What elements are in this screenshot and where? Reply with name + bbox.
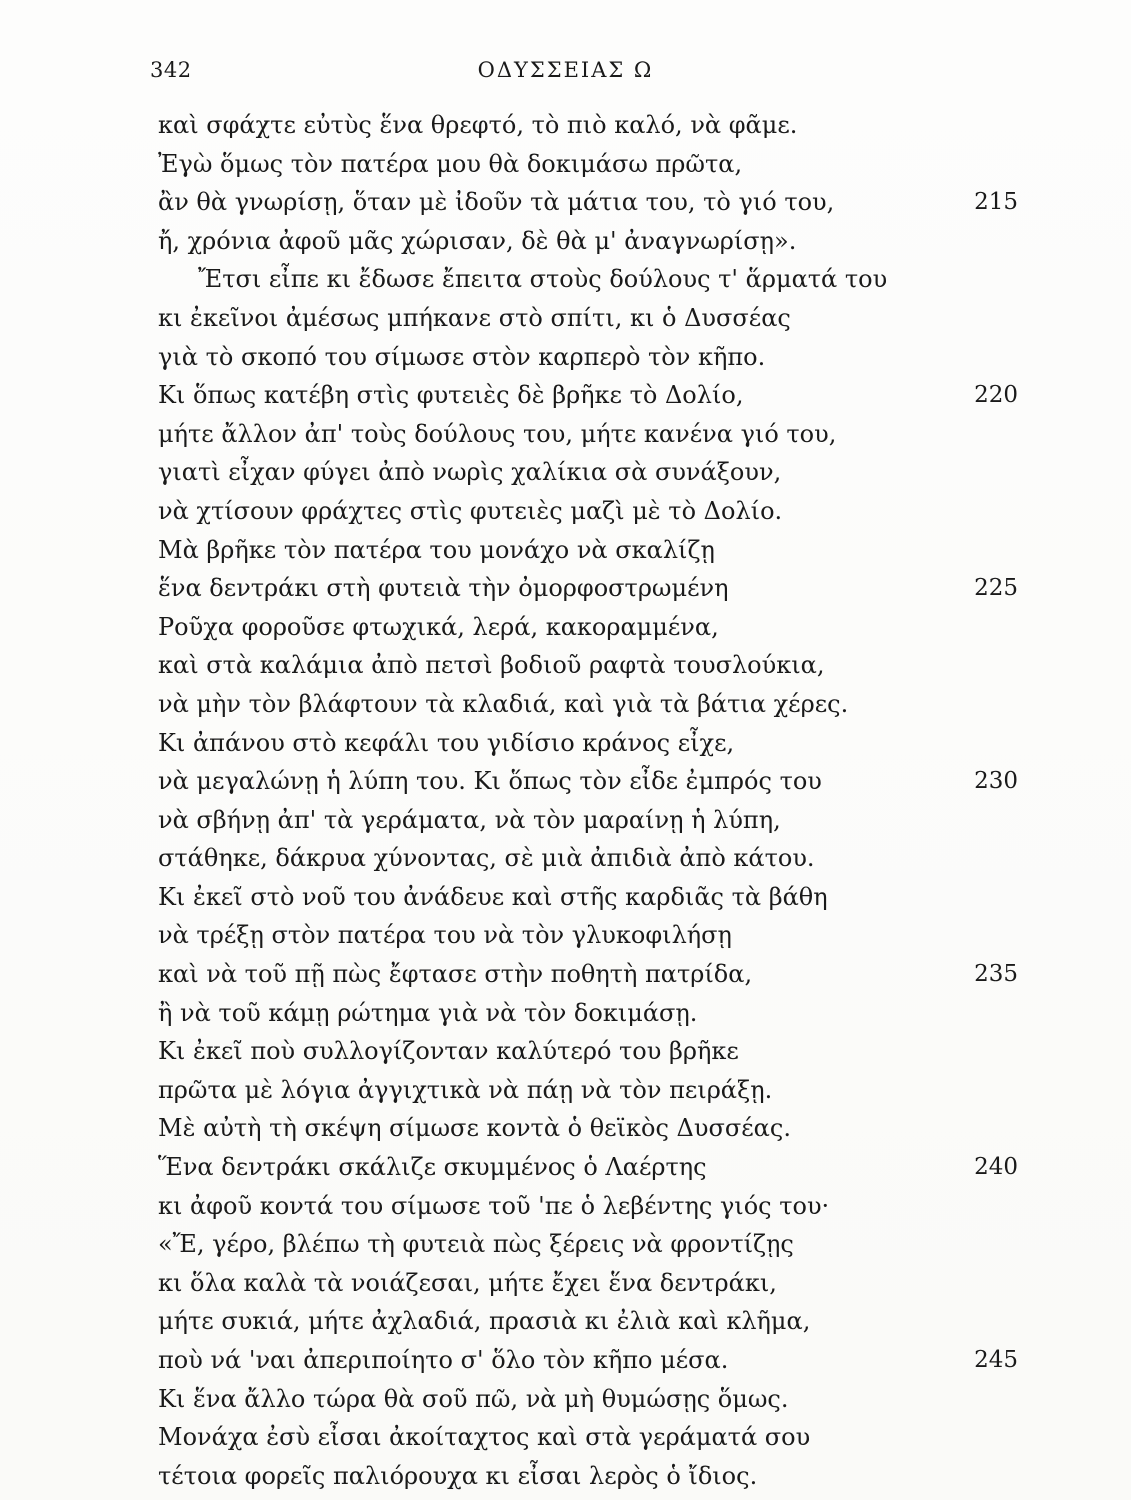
verse-line [158, 1225, 1018, 1264]
verse-line [158, 878, 1018, 917]
poem-text [158, 106, 1018, 1495]
verse-line [158, 801, 1018, 840]
verse-line [158, 685, 1018, 724]
line-number: 230 [974, 768, 1018, 795]
verse-text: Κι ἐκεῖ ποὺ συλλογίζονταν καλύτερό του βρῆκε [158, 1037, 739, 1066]
verse-line [158, 1071, 1018, 1110]
verse-text: ἕνα δεντράκι στὴ φυτειὰ τὴν ὀμορφοστρωμένη [158, 574, 729, 603]
verse-text: Μὲ αὐτὴ τὴ σκέψη σίμωσε κοντὰ ὁ θεϊκὸς Δυσσέας. [158, 1114, 791, 1143]
verse-text: ἂν θὰ γνωρίσῃ, ὅταν μὲ ἰδοῦν τὰ μάτια του, τὸ γιό του, [158, 188, 835, 217]
verse-text: τέτοια φορεῖς παλιόρουχα κι εἶσαι λερὸς ὁ ἴδιος. [158, 1461, 758, 1490]
verse-line [158, 1109, 1018, 1148]
verse-text: μήτε συκιά, μήτε ἀχλαδιά, πρασιὰ κι ἐλιὰ καὶ κλῆμα, [158, 1307, 811, 1336]
verse-text: Κι ὅπως κατέβη στὶς φυτειὲς δὲ βρῆκε τὸ Δολίο, [158, 381, 744, 410]
verse-line [158, 762, 1018, 801]
verse-text: γιὰ τὸ σκοπό του σίμωσε στὸν καρπερὸ τὸν κῆπο. [158, 342, 766, 371]
verse-line [158, 415, 1018, 454]
verse-line [158, 260, 1018, 299]
verse-text: ποὺ νά 'ναι ἀπεριποίητο σ' ὅλο τὸν κῆπο μέσα. [158, 1346, 729, 1374]
verse-line [158, 994, 1018, 1033]
line-number: 235 [974, 961, 1018, 988]
verse-text: καὶ στὰ καλάμια ἀπὸ πετσὶ βοδιοῦ ραφτὰ τουσλούκια, [158, 651, 825, 680]
verse-text: Ἔτσι εἶπε κι ἔδωσε ἔπειτα στοὺς δούλους τ' ἅρματά του [198, 265, 888, 294]
verse-text: κι ὅλα καλὰ τὰ νοιάζεσαι, μήτε ἔχει ἕνα δεντράκι, [158, 1268, 777, 1297]
verse-text: κι ἐκεῖνοι ἀμέσως μπήκανε στὸ σπίτι, κι ὁ Δυσσέας [158, 303, 791, 332]
verse-line [158, 916, 1018, 955]
verse-line [158, 453, 1018, 492]
verse-text: Ροῦχα φοροῦσε φτωχικά, λερά, κακοραμμένα, [158, 612, 719, 641]
verse-line [158, 724, 1018, 763]
verse-text: Ἐγὼ ὅμως τὸν πατέρα μου θὰ δοκιμάσω πρῶτα, [158, 149, 743, 178]
verse-line [158, 338, 1018, 377]
verse-text: «Ἔ, γέρο, βλέπω τὴ φυτειὰ πὼς ξέρεις νὰ φροντίζῃς [158, 1230, 794, 1259]
verse-line [158, 1187, 1018, 1226]
verse-line [158, 1148, 1018, 1187]
verse-text: Κι ἀπάνου στὸ κεφάλι του γιδίσιο κράνος εἶχε, [158, 728, 735, 757]
verse-line [158, 569, 1018, 608]
page-number: 342 [150, 58, 192, 82]
line-number: 245 [974, 1347, 1018, 1373]
verse-line [158, 1032, 1018, 1071]
verse-line [158, 955, 1018, 994]
verse-text: καὶ νὰ τοῦ πῇ πὼς ἔφτασε στὴν ποθητὴ πατρίδα, [158, 960, 753, 989]
verse-text: ἢ νὰ τοῦ κάμῃ ρώτημα γιὰ νὰ τὸν δοκιμάσῃ. [158, 998, 698, 1027]
verse-line [158, 145, 1018, 184]
verse-text: γιατὶ εἶχαν φύγει ἀπὸ νωρὶς χαλίκια σὰ συνάξουν, [158, 458, 782, 487]
verse-text: Μονάχα ἐσὺ εἶσαι ἀκοίταχτος καὶ στὰ γεράματά σου [158, 1423, 811, 1452]
verse-line [158, 1264, 1018, 1303]
verse-line [158, 376, 1018, 415]
line-number: 220 [974, 382, 1018, 409]
verse-text: νὰ σβήνῃ ἀπ' τὰ γεράματα, νὰ τὸν μαραίνῃ ἡ λύπη, [158, 805, 781, 834]
verse-text: Κι ἕνα ἄλλο τώρα θὰ σοῦ πῶ, νὰ μὴ θυμώσῃς ὅμως. [158, 1384, 789, 1413]
verse-text: ἤ, χρόνια ἀφοῦ μᾶς χώρισαν, δὲ θὰ μ' ἀναγνωρίσῃ». [158, 226, 797, 255]
verse-line [158, 492, 1018, 531]
verse-line [158, 299, 1018, 338]
verse-line [158, 1302, 1018, 1341]
verse-text: νὰ τρέξῃ στὸν πατέρα του νὰ τὸν γλυκοφιλήσῃ [158, 921, 732, 950]
verse-line [158, 839, 1018, 878]
verse-text: κι ἀφοῦ κοντά του σίμωσε τοῦ 'πε ὁ λεβέντης γιός του· [158, 1191, 830, 1220]
line-number: 215 [974, 189, 1018, 216]
verse-line [158, 531, 1018, 570]
verse-text: μήτε ἄλλον ἀπ' τοὺς δούλους του, μήτε κανένα γιό του, [158, 419, 837, 448]
verse-text: Κι ἐκεῖ στὸ νοῦ του ἀνάδευε καὶ στῆς καρδιᾶς τὰ βάθη [158, 882, 828, 911]
verse-line [158, 106, 1018, 145]
verse-line [158, 222, 1018, 261]
verse-text: πρῶτα μὲ λόγια ἀγγιχτικὰ νὰ πάῃ νὰ τὸν πειράξῃ. [158, 1075, 773, 1104]
verse-text: καὶ σφάχτε εὐτὺς ἕνα θρεφτό, τὸ πιὸ καλό, νὰ φᾶμε. [158, 111, 798, 139]
verse-text: Ἕνα δεντράκι σκάλιζε σκυμμένος ὁ Λαέρτης [158, 1153, 707, 1182]
verse-line [158, 183, 1018, 222]
verse-text: Μὰ βρῆκε τὸν πατέρα του μονάχο νὰ σκαλίζῃ [158, 535, 715, 564]
line-number: 225 [974, 575, 1018, 602]
running-title: ΟΔΥΣΣΕΙΑΣ Ω [477, 58, 654, 82]
verse-line [158, 646, 1018, 685]
verse-text: στάθηκε, δάκρυα χύνοντας, σὲ μιὰ ἀπιδιὰ ἀπὸ κάτου. [158, 844, 815, 873]
verse-line [158, 1457, 1018, 1496]
line-number: 240 [974, 1154, 1018, 1181]
verse-line [158, 608, 1018, 647]
verse-text: νὰ μὴν τὸν βλάφτουν τὰ κλαδιά, καὶ γιὰ τὰ βάτια χέρες. [158, 689, 849, 718]
verse-line [158, 1341, 1018, 1380]
verse-text: νὰ μεγαλώνῃ ἡ λύπη του. Κι ὅπως τὸν εἶδε ἐμπρός του [158, 767, 822, 796]
verse-line [158, 1418, 1018, 1457]
verse-line [158, 1380, 1018, 1419]
verse-text: νὰ χτίσουν φράχτες στὶς φυτειὲς μαζὶ μὲ τὸ Δολίο. [158, 496, 783, 525]
